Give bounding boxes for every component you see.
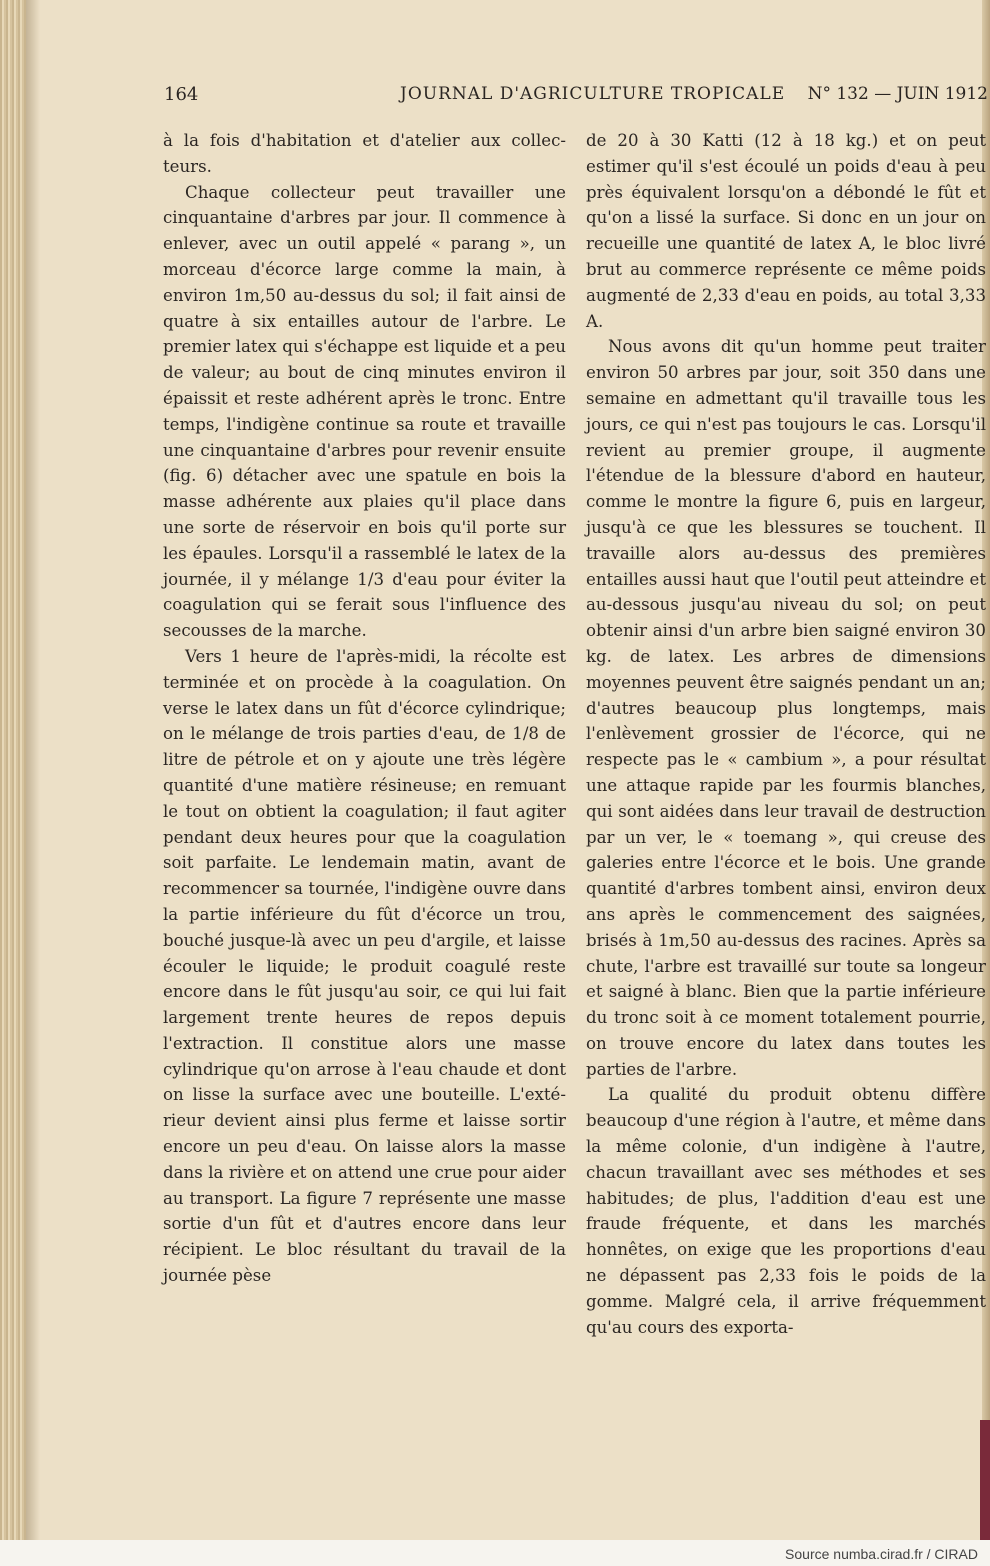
left-paragraph-1: à la fois d'habitation et d'atelier aux collecteurs. bbox=[163, 131, 566, 176]
left-column bbox=[163, 128, 566, 1289]
spine-shadow bbox=[26, 0, 40, 1540]
left-paragraph-2: Chaque collecteur peut travailler une cinquantaine d'arbres par jour. Il commence à enlever, avec un outil appelé « parang », un morceau d'écorce large comme la main, à environ 1m,50 au-dessus du sol; il fait ainsi de quatre à six entailles autour de l'arbre. Le premier latex qui s'échappe est liquide et a peu de valeur; au bout de cinq minutes environ il épaissit et reste adhérent après le tronc. Entre temps, l'indigène continue sa route et travaille une cinquantaine d'arbres pour revenir ensuite (fig. 6) détacher avec une spatule en bois la masse adhérente aux plaies qu'il place dans une sorte de réservoir en bois qu'il porte sur les épaules. Lorsqu'il a rassemblé le latex de la journée, il y mélange 1/3 d'eau pour éviter la coagulation qui se ferait sous l'influence des secousses de la marche. bbox=[163, 182, 566, 641]
running-head bbox=[160, 84, 990, 110]
page-number: 164 bbox=[164, 84, 199, 105]
right-paragraph-2: Nous avons dit qu'un homme peut traiter environ 50 arbres par jour, soit 350 dans une semaine en admettant qu'il travaille tous les jours, ce qui n'est pas toujours le cas. Lorsqu'il revient au premier groupe, il augmente l'étendue de la blessure d'abord en hauteur, comme le montre la figure 6, puis en largeur, jusqu'à ce que les blessures se touchent. Il travaille alors au-dessus des premières entailles aussi haut que l'outil peut atteindre et au-dessous jusqu'au niveau du sol; on peut obtenir ainsi d'un arbre bien saigné environ 30 kg. de latex. Les arbres de dimensions moyennes peuvent être saignés pendant un an; d'autres beaucoup plus longtemps, mais l'enlèvement grossier de l'écorce, qui ne respecte pas le « cambium », a pour résultat une attaque rapide par les fourmis blanches, qui sont aidées dans leur travail de destruction par un ver, le « toemang », qui creuse des galeries entre l'écorce et le bois. Une grande quantité d'arbres tombent ainsi, environ deux ans après le commencement des saignées, brisés à 1m,50 au-dessus des racines. Après sa chute, l'arbre est travaillé sur toute sa longeur et saigné à blanc. Bien que la partie inférieure du tronc soit à ce moment totalement pourrie, on trouve encore du latex dans toutes les parties de l'arbre. bbox=[586, 337, 986, 1079]
left-paragraph-3: Vers 1 heure de l'après-midi, la récolte est terminée et on procède à la coagulation. On verse le latex dans un fût d'écorce cylindrique; on le mélange de trois parties d'eau, de 1/8 de litre de pétrole et on y ajoute une très légère quantité d'une matière résineuse; en remuant le tout on obtient la coagulation; il faut agiter pendant deux heures pour que la coagulation soit parfaite. Le lendemain matin, avant de recommencer sa tournée, l'indigène ouvre dans la partie inférieure du fût d'écorce un trou, bouché jusque-là avec un peu d'argile, et laisse écouler le liquide; le produit coagulé reste encore dans le fût jusqu'au soir, ce qui lui fait largement trente heures de repos depuis l'extraction. Il constitue alors une masse cylindrique qu'on arrose à l'eau chaude et dont on lisse la surface avec une bouteille. L'extérieur devient ainsi plus ferme et laisse sortir encore un peu d'eau. On laisse alors la masse dans la rivière et on attend une crue pour aider au transport. La figure 7 représente une masse sortie d'un fût et d'autres encore dans leur récipient. Le bloc résultant du travail de la journée pèse bbox=[163, 646, 566, 1286]
source-credit: Source numba.cirad.fr / CIRAD bbox=[785, 1546, 978, 1562]
right-column bbox=[586, 128, 986, 1340]
journal-title: JOURNAL D'AGRICULTURE TROPICALE bbox=[400, 84, 786, 104]
issue-number: N° 132 — JUIN 1912 bbox=[807, 84, 988, 104]
right-paragraph-3: La qualité du produit obtenu diffère beaucoup d'une région à l'autre, et même dans la même colonie, d'un indigène à l'autre, chacun travaillant avec ses méthodes et ses habitudes; de plus, l'addition d'eau est une fraude fréquente, et dans les marchés honnêtes, on exige que les proportions d'eau ne dépassent pas 2,33 fois le poids de la gomme. Malgré cela, il arrive fréquemment qu'au cours des exporta- bbox=[586, 1085, 986, 1337]
page-spine bbox=[0, 0, 26, 1540]
right-paragraph-1: de 20 à 30 Katti (12 à 18 kg.) et on peut estimer qu'il s'est écoulé un poids d'eau à peu près équivalent lorsqu'on a débondé le fût et qu'on a lissé la surface. Si donc en un jour on recueille une quantité de latex A, le bloc livré brut au commerce représente ce même poids augmenté de 2,33 d'eau en poids, au total 3,33 A. bbox=[586, 131, 986, 331]
binding-ribbon bbox=[980, 1420, 990, 1540]
